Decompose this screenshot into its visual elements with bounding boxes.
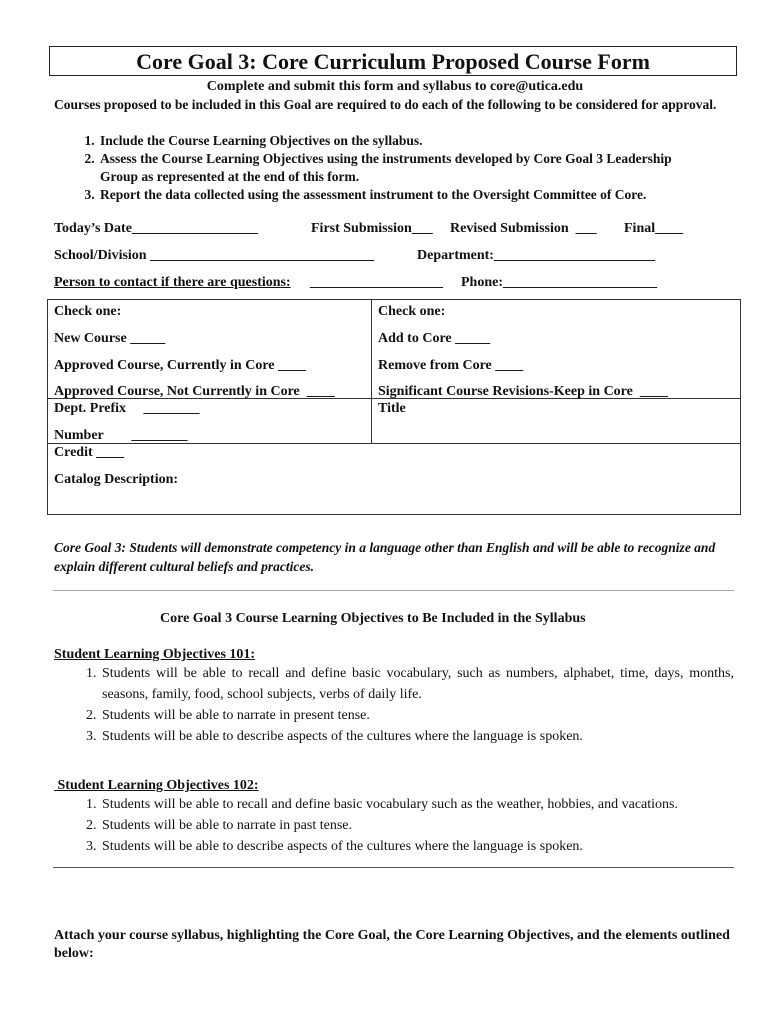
attach-syllabus-note: Attach your course syllabus, highlighting the Core Goal, the Core Learning Objectives, and the elements outlined below: (54, 928, 730, 961)
title-cell (372, 399, 741, 444)
goal-statement (54, 538, 724, 576)
divider (53, 867, 734, 868)
course-info-table (47, 299, 741, 515)
objective-item: 3. Students will be able to describe aspects of the cultures where the language is spoken. (100, 726, 734, 747)
divider (53, 590, 734, 591)
school-division-field[interactable]: School/Division ________________________________ (54, 248, 375, 263)
requirement-item: 3. Report the data collected using the assessment instrument to the Oversight Committee of Core. (98, 186, 694, 204)
slo-102-heading-text: Student Learning Objectives 102: (57, 778, 259, 793)
credit-catalog-cell (48, 444, 741, 515)
option-significant-revisions[interactable]: Significant Course Revisions-Keep in Core ____ (378, 384, 668, 399)
todays-date-field[interactable]: Today’s Date__________________ (54, 221, 258, 236)
option-approved-not-in-core[interactable]: Approved Course, Not Currently in Core ____ (54, 384, 335, 399)
objective-item: 3. Students will be able to describe aspects of the cultures where the language is spoken. (100, 836, 744, 857)
intro-text: Courses proposed to be included in this Goal are required to do each of the following to be considered for approval. (54, 97, 717, 112)
slo-101-list (54, 663, 734, 747)
contact-person-field[interactable]: ___________________ (310, 275, 443, 290)
option-add-to-core[interactable]: Add to Core _____ (378, 331, 491, 346)
course-title-field[interactable]: Title (378, 401, 406, 416)
course-number-field[interactable]: Number ________ (54, 428, 188, 443)
goal-text: Students will demonstrate competency in a language other than English and will be able to recognize and explain different cultural beliefs and practices. (54, 540, 716, 574)
credit-field[interactable]: Credit ____ (54, 445, 125, 460)
objective-item: 1. Students will be able to recall and define basic vocabulary such as the weather, hobbies, and vacations. (100, 794, 744, 815)
final-field[interactable]: Final____ (624, 221, 684, 236)
dept-prefix-number-cell (48, 399, 372, 444)
option-new-course[interactable]: New Course _____ (54, 331, 166, 346)
check-one-right (372, 300, 741, 399)
option-remove-from-core[interactable]: Remove from Core ____ (378, 358, 524, 373)
requirement-item: 2. Assess the Course Learning Objectives using the instruments developed by Core Goal 3 Leadership Group as represented at the end of this form. (98, 150, 694, 186)
objective-item: 2. Students will be able to narrate in past tense. (100, 815, 744, 836)
slo-101-heading: Student Learning Objectives 101: (54, 647, 256, 662)
department-field[interactable]: Department:_______________________ (417, 248, 655, 263)
objectives-heading: Core Goal 3 Course Learning Objectives to Be Included in the Syllabus (160, 611, 586, 626)
phone-field[interactable]: Phone:______________________ (461, 275, 657, 290)
objective-item: 2. Students will be able to narrate in present tense. (100, 705, 734, 726)
requirements-list (54, 132, 694, 204)
check-one-label: Check one: (378, 304, 446, 319)
slo-102-list (54, 794, 744, 857)
check-one-left (48, 300, 372, 399)
form-title: Core Goal 3: Core Curriculum Proposed Course Form (49, 46, 737, 76)
first-submission-field[interactable]: First Submission___ (311, 221, 433, 236)
objective-item: 1. Students will be able to recall and define basic vocabulary, such as numbers, alphabet, time, days, months, seasons, family, food, school subjects, verbs of daily life. (100, 663, 734, 705)
form-subtitle: Complete and submit this form and syllabus to core@utica.edu (206, 79, 584, 94)
dept-prefix-field[interactable]: Dept. Prefix ________ (54, 401, 200, 416)
requirement-item: 1. Include the Course Learning Objectives on the syllabus. (98, 132, 694, 150)
option-approved-in-core[interactable]: Approved Course, Currently in Core ____ (54, 358, 306, 373)
contact-person-label: Person to contact if there are questions: (54, 275, 291, 290)
revised-submission-field[interactable]: Revised Submission ___ (450, 221, 597, 236)
check-one-label: Check one: (54, 304, 122, 319)
goal-label: Core Goal 3: (54, 540, 126, 555)
catalog-description-field[interactable]: Catalog Description: (54, 472, 179, 487)
slo-102-heading (54, 778, 259, 794)
